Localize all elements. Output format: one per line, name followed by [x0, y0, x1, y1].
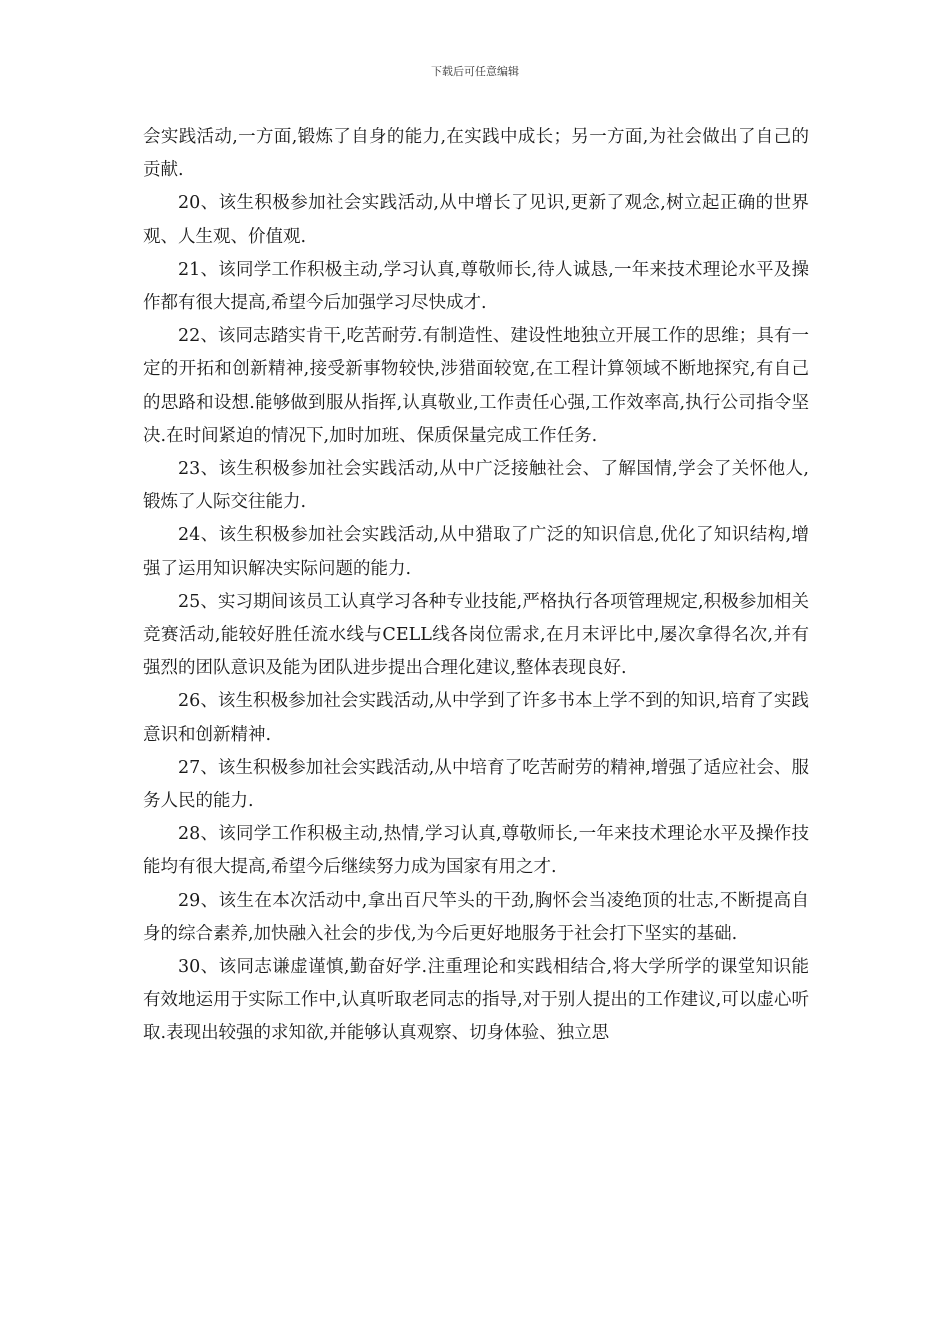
paragraph-item-20: 20、该生积极参加社会实践活动,从中增长了见识,更新了观念,树立起正确的世界观、人生观、价值观.	[143, 193, 809, 247]
document-body	[143, 121, 809, 1051]
paragraph-item-26: 26、该生积极参加社会实践活动,从中学到了许多书本上学不到的知识,培育了实践意识和创新精神.	[143, 691, 809, 745]
paragraph-item-27: 27、该生积极参加社会实践活动,从中培育了吃苦耐劳的精神,增强了适应社会、服务人民的能力.	[143, 757, 809, 812]
paragraph-item-21: 21、该同学工作积极主动,学习认真,尊敬师长,待人诚恳,一年来技术理论水平及操作都有很大提高,希望今后加强学习尽快成才.	[143, 259, 809, 314]
paragraph-item-25: 25、实习期间该员工认真学习各种专业技能,严格执行各项管理规定,积极参加相关竞赛活动,能较好胜任流水线与CELL线各岗位需求,在月末评比中,屡次拿得名次,并有强烈的团队意识及能为团队进步提出合理化建议,整体表现良好.	[143, 591, 809, 679]
paragraph-item-23: 23、该生积极参加社会实践活动,从中广泛接触社会、了解国情,学会了关怀他人,锻炼了人际交往能力.	[143, 459, 809, 513]
paragraph-item-22: 22、该同志踏实肯干,吃苦耐劳.有制造性、建设性地独立开展工作的思维；具有一定的开拓和创新精神,接受新事物较快,涉猎面较宽,在工程计算领域不断地探究,有自己的思路和设想.能够做到服从指挥,认真敬业,工作责任心强,工作效率高,执行公司指令坚决.在时间紧迫的情况下,加时加班、保质保量完成工作任务.	[143, 326, 809, 446]
paragraph-item-28: 28、该同学工作积极主动,热情,学习认真,尊敬师长,一年来技术理论水平及操作技能均有很大提高,希望今后继续努力成为国家有用之才.	[143, 824, 809, 878]
page-header: 下载后可任意编辑	[431, 65, 519, 78]
paragraph-item-29: 29、该生在本次活动中,拿出百尺竿头的干劲,胸怀会当凌绝顶的壮志,不断提高自身的综合素养,加快融入社会的步伐,为今后更好地服务于社会打下坚实的基础.	[143, 890, 809, 944]
paragraph-continuation: 会实践活动,一方面,锻炼了自身的能力,在实践中成长；另一方面,为社会做出了自己的贡献.	[143, 127, 809, 181]
paragraph-item-24: 24、该生积极参加社会实践活动,从中猎取了广泛的知识信息,优化了知识结构,增强了运用知识解决实际问题的能力.	[143, 525, 809, 579]
paragraph-item-30: 30、该同志谦虚谨慎,勤奋好学.注重理论和实践相结合,将大学所学的课堂知识能有效地运用于实际工作中,认真听取老同志的指导,对于别人提出的工作建议,可以虚心听取.表现出较强的求知欲,并能够认真观察、切身体验、独立思	[143, 957, 809, 1044]
